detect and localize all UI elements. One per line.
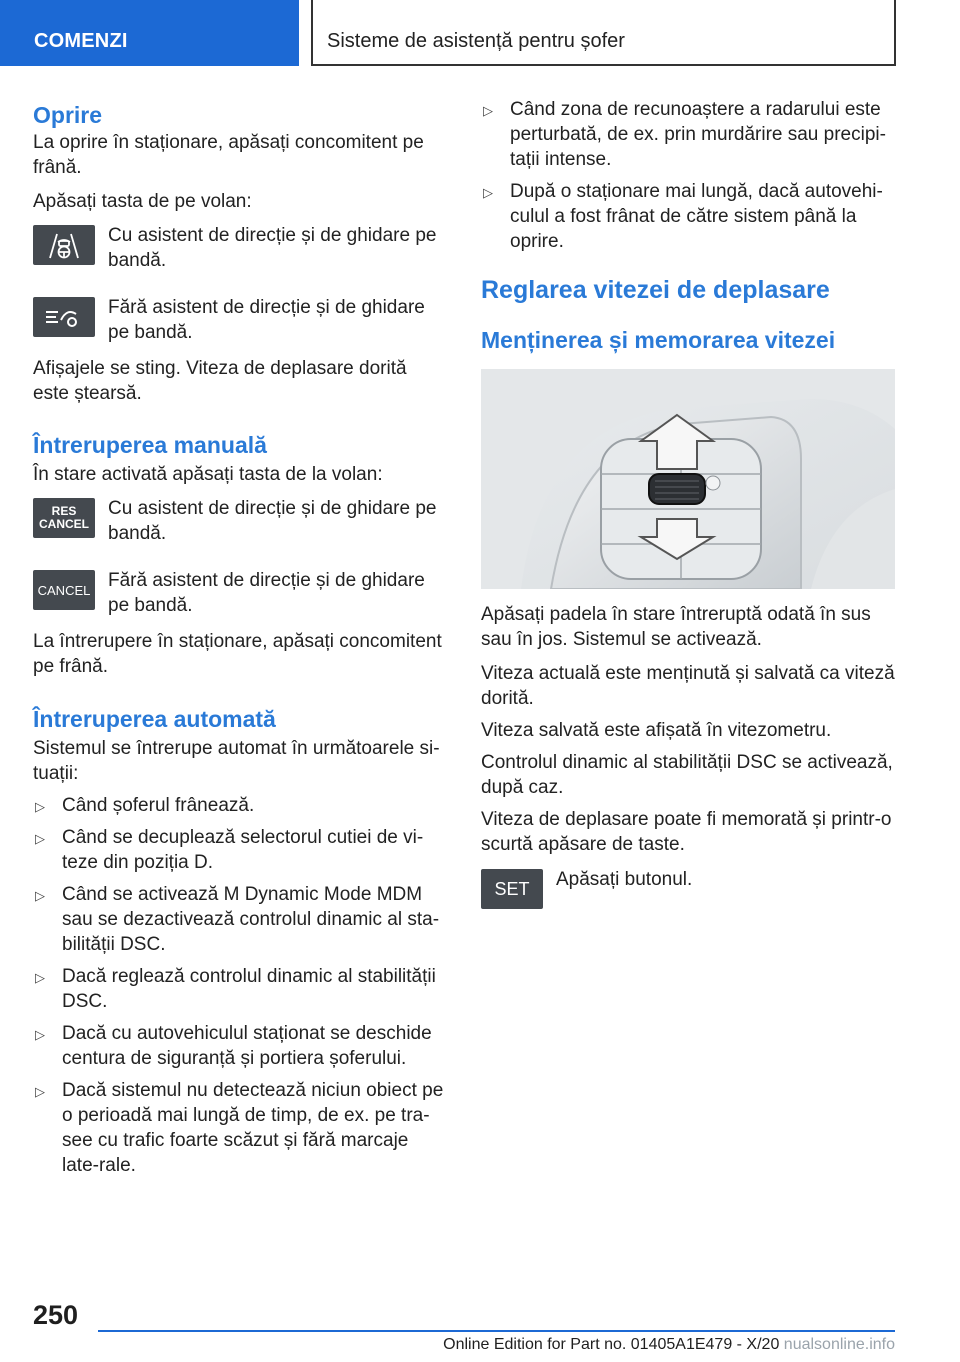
triangle-bullet-icon: ▷ xyxy=(35,1027,45,1042)
auto-conditions-list xyxy=(33,793,447,1178)
list-item: ▷ Când zona de recunoaștere a radarului este perturbată, de ex. prin murdărire sau precipi-tații intense. xyxy=(483,99,886,170)
page-header xyxy=(0,0,960,66)
icon-row xyxy=(33,568,447,618)
icon-row xyxy=(33,223,447,273)
icon-row xyxy=(33,295,447,345)
icon-description: Fără asistent de direcție și de ghidare pe bandă. xyxy=(108,570,425,616)
icon-description: Cu asistent de direcție și de ghidare pe bandă. xyxy=(108,225,437,271)
paragraph: Sistemul se întrerupe automat în următoarele si-tuații: xyxy=(33,738,440,784)
heading-manual: Întreruperea manuală xyxy=(33,432,267,458)
list-item: ▷ Dacă sistemul nu detectează niciun obiect pe o perioadă mai lungă de timp, de ex. pe tra-see cu trafic foarte scăzut și fără marcaje late-rale. xyxy=(35,1080,444,1176)
icon-row xyxy=(481,867,895,909)
icon-description: Cu asistent de direcție și de ghidare pe bandă. xyxy=(108,498,437,544)
triangle-bullet-icon: ▷ xyxy=(483,185,493,200)
list-item: ▷ Când șoferul frânează. xyxy=(33,793,447,818)
page-number: 250 xyxy=(33,1300,79,1330)
triangle-bullet-icon: ▷ xyxy=(35,1084,45,1099)
paragraph: Afișajele se sting. Viteza de deplasare dorită este ștearsă. xyxy=(33,358,407,404)
edition-text: Online Edition for Part no. 01405A1E479 - X/20 xyxy=(443,1336,780,1353)
key-label-set: SET xyxy=(494,878,530,899)
paragraph: Viteza salvată este afișată în vitezometru. xyxy=(481,720,832,741)
triangle-bullet-icon: ▷ xyxy=(35,799,45,814)
heading-speed-control: Reglarea vitezei de deplasare xyxy=(481,276,830,304)
footer-divider xyxy=(98,1330,895,1332)
triangle-bullet-icon: ▷ xyxy=(483,103,493,118)
paragraph: Apăsați tasta de pe volan: xyxy=(33,191,252,212)
paragraph: Apăsați padela în stare întreruptă odată în sus sau în jos. Sistemul se activează. xyxy=(481,604,871,650)
steering-wheel-paddle-image xyxy=(481,369,895,589)
paragraph: Viteza actuală este menținută și salvată ca viteză dorită. xyxy=(481,663,895,709)
paragraph: Viteza de deplasare poate fi memorată și printr-o scurtă apăsare de taste. xyxy=(481,809,892,855)
right-column xyxy=(481,97,895,909)
icon-description: Apăsați butonul. xyxy=(556,869,693,890)
paragraph: La întrerupere în staționare, apăsați concomitent pe frână. xyxy=(33,631,442,677)
res-cancel-key-icon xyxy=(33,498,95,538)
left-column xyxy=(33,100,447,1178)
heading-oprire: Oprire xyxy=(33,102,103,128)
triangle-bullet-icon: ▷ xyxy=(35,831,45,846)
list-item: ▷ Dacă cu autovehiculul staționat se deschide centura de siguranță și portiera șoferului. xyxy=(35,1023,432,1069)
paragraph: La oprire în staționare, apăsați concomitent pe frână. xyxy=(33,132,424,178)
paragraph: Controlul dinamic al stabilității DSC se activează, după caz. xyxy=(481,752,893,798)
paragraph: În stare activată apăsați tasta de la volan: xyxy=(33,464,383,485)
list-item: ▷ Când se decuplează selectorul cutiei de vi-teze din poziția D. xyxy=(35,827,424,873)
watermark-text: nualsonline.info xyxy=(783,1336,895,1353)
section-tab: COMENZI xyxy=(0,0,299,66)
triangle-bullet-icon: ▷ xyxy=(35,970,45,985)
icon-row xyxy=(33,496,447,546)
heading-auto: Întreruperea automată xyxy=(33,706,276,732)
auto-conditions-list-continued xyxy=(481,97,895,254)
heading-maintain-speed: Menținerea și memorarea vitezei xyxy=(481,327,836,353)
cancel-key-icon xyxy=(33,570,95,610)
icon-description: Fără asistent de direcție și de ghidare pe bandă. xyxy=(108,297,425,343)
triangle-bullet-icon: ▷ xyxy=(35,888,45,903)
footer-edition xyxy=(306,1336,895,1354)
list-item: ▷ După o staționare mai lungă, dacă autovehi-culul a fost frânat de către sistem până la oprire. xyxy=(483,181,883,252)
list-item: ▷ Când se activează M Dynamic Mode MDM sau se dezactivează controlul dinamic al sta-bilității DSC. xyxy=(35,884,440,955)
chapter-title: Sisteme de asistență pentru șofer xyxy=(311,0,896,66)
set-key-icon xyxy=(481,869,543,909)
key-label-cancel: CANCEL xyxy=(37,582,91,598)
list-item: ▷ Dacă reglează controlul dinamic al stabilității DSC. xyxy=(35,966,436,1012)
key-label-res: RES xyxy=(51,504,77,518)
distance-control-icon xyxy=(33,297,95,337)
key-label-cancel: CANCEL xyxy=(39,517,89,531)
lane-assist-steering-icon xyxy=(33,225,95,265)
